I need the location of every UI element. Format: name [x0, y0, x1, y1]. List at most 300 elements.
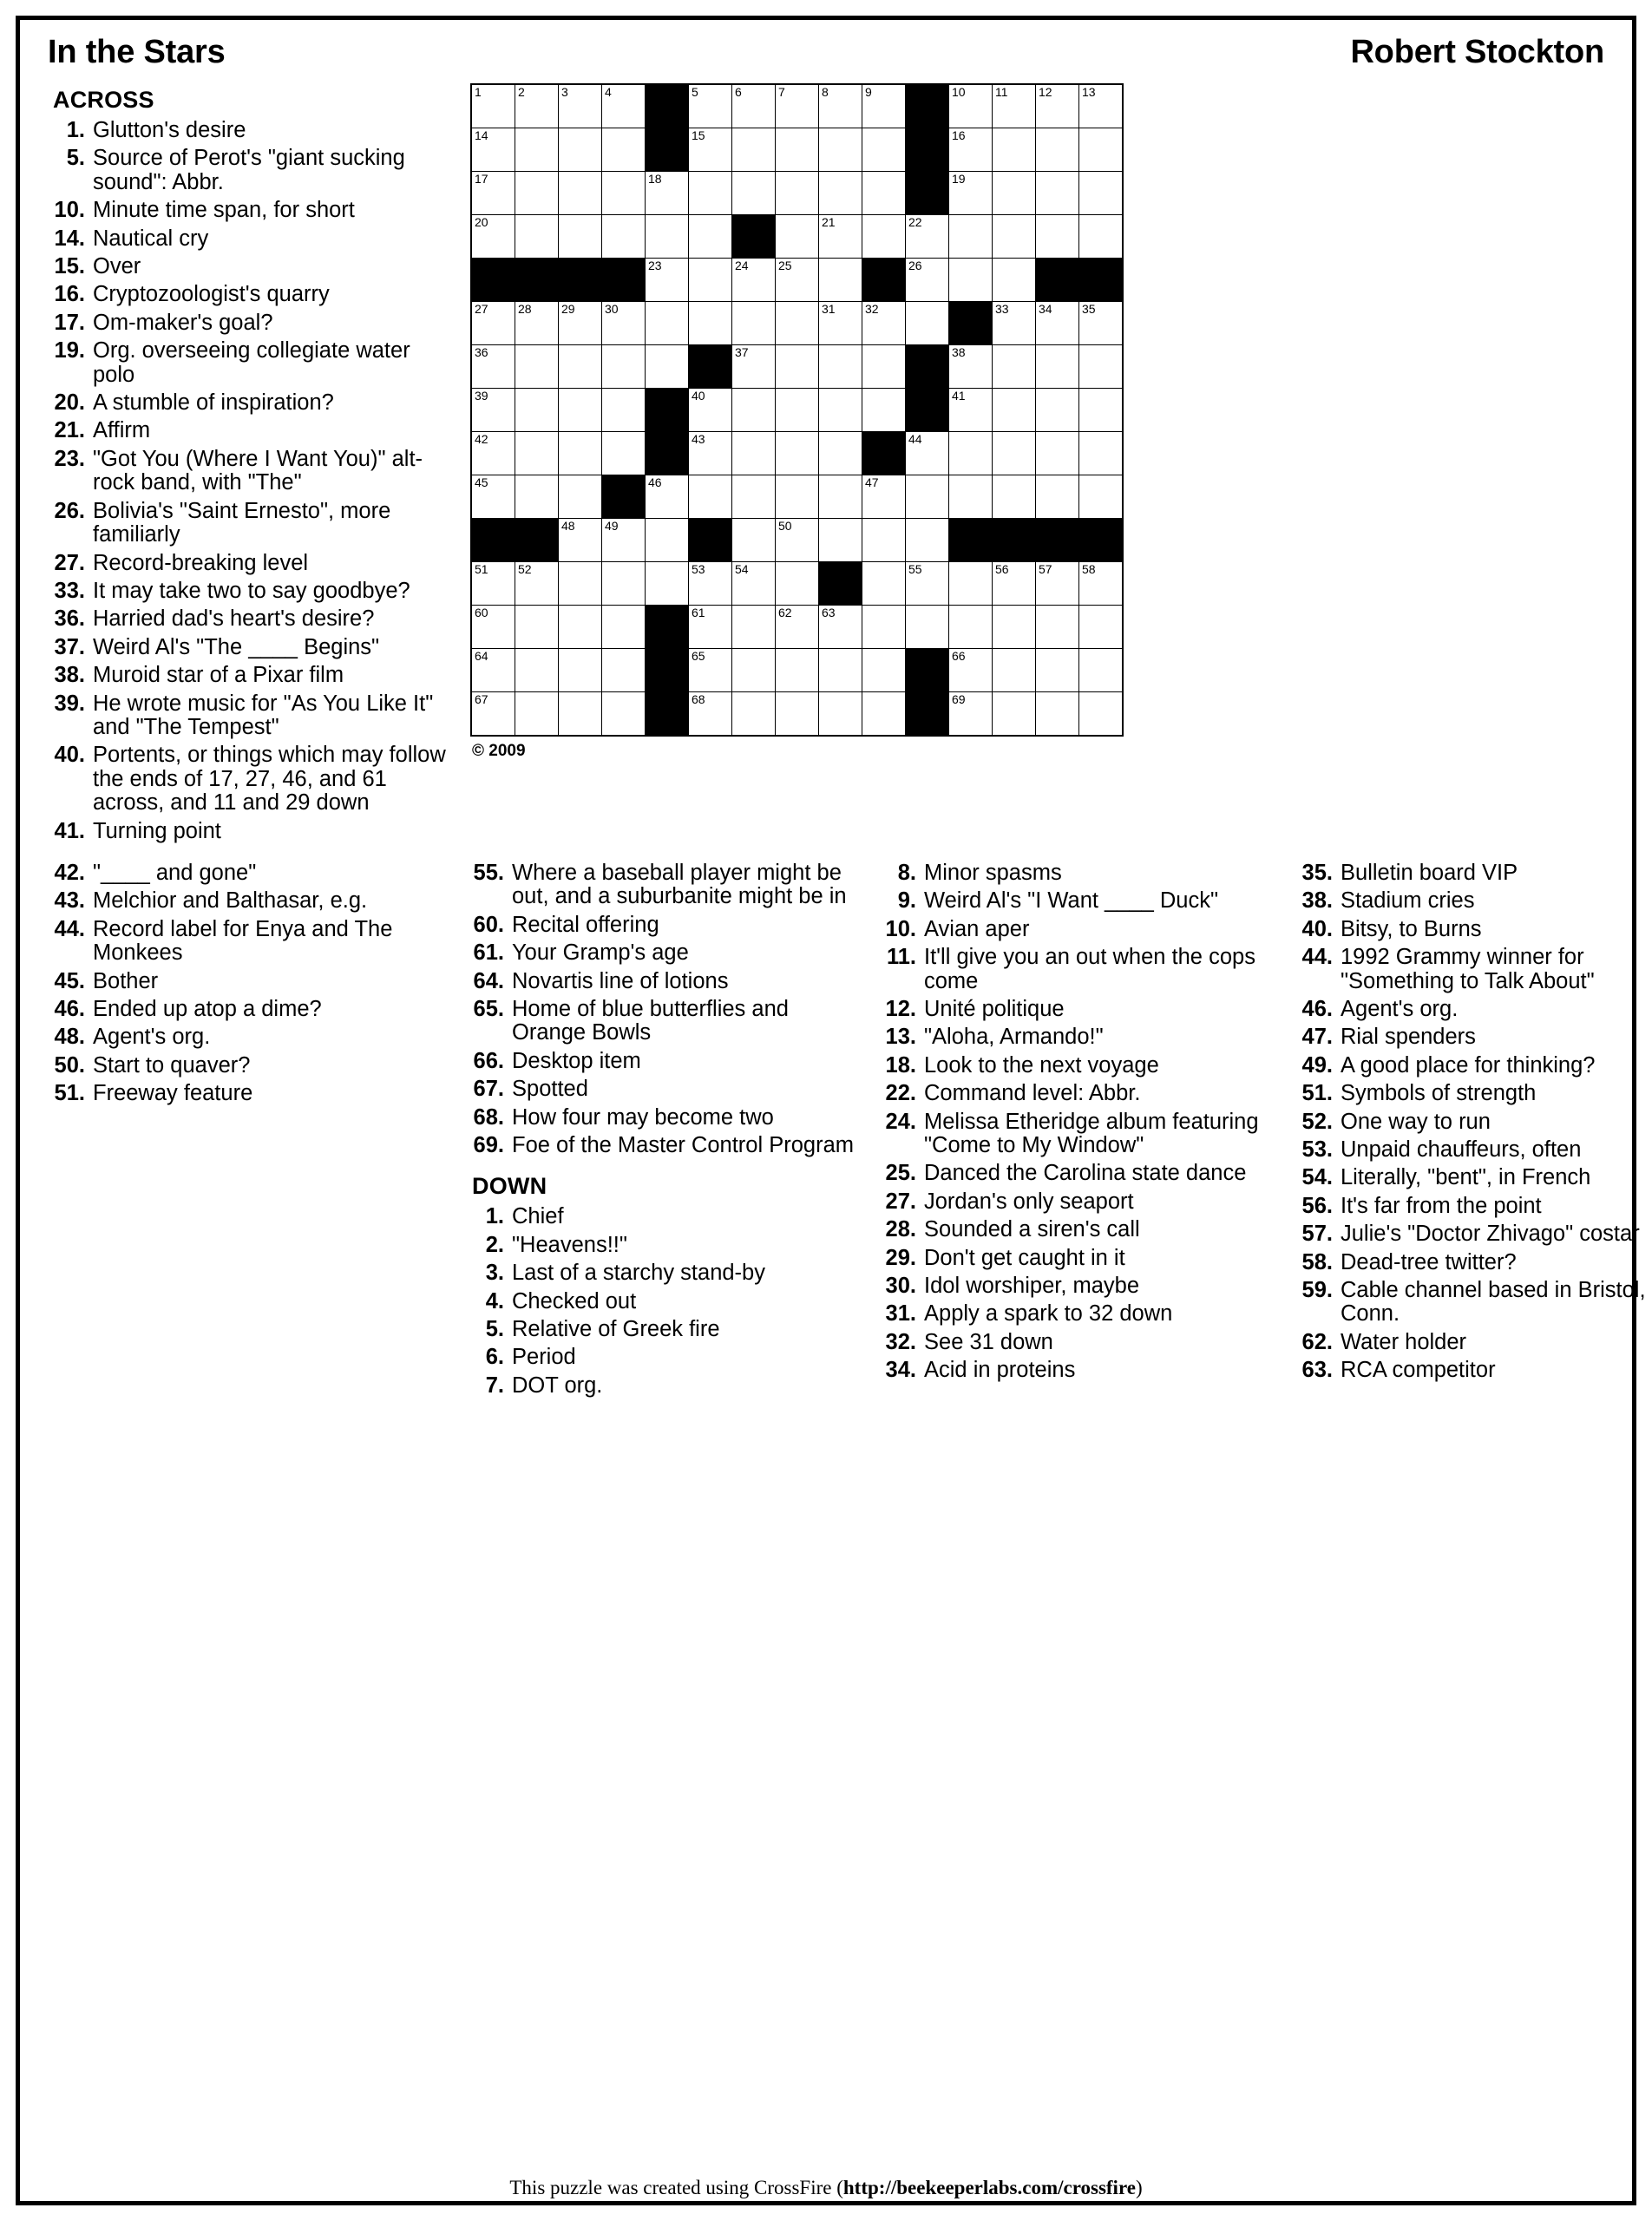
grid-row	[471, 692, 1123, 737]
grid-cell[interactable]	[471, 302, 515, 345]
grid-row	[471, 172, 1123, 215]
grid-cell[interactable]	[602, 649, 646, 692]
clue-item[interactable]	[1295, 1110, 1652, 1134]
clue-number: 60.	[473, 912, 504, 937]
grid-cell[interactable]	[906, 302, 949, 345]
grid-cell[interactable]	[559, 172, 602, 215]
clue-item[interactable]	[1295, 889, 1652, 913]
grid-cell[interactable]	[776, 128, 819, 172]
grid-cell[interactable]	[1036, 606, 1079, 649]
grid-cell-number: 24	[735, 259, 749, 272]
grid-cell[interactable]	[906, 606, 949, 649]
grid-cell-number: 56	[995, 562, 1009, 576]
grid-cell[interactable]	[646, 172, 689, 215]
clue-number: 35.	[1301, 860, 1333, 885]
grid-cell[interactable]	[862, 172, 906, 215]
grid-cell[interactable]	[776, 519, 819, 562]
clue-item[interactable]	[48, 448, 455, 495]
clue-item[interactable]	[48, 147, 455, 194]
grid-cell[interactable]	[993, 84, 1036, 128]
grid-cell[interactable]	[1079, 389, 1124, 432]
grid-cell[interactable]	[949, 345, 993, 389]
grid-cell[interactable]	[515, 475, 559, 519]
grid-cell[interactable]	[471, 649, 515, 692]
clue-item[interactable]	[879, 889, 1283, 913]
grid-cell[interactable]	[949, 259, 993, 302]
grid-cell[interactable]	[1079, 606, 1124, 649]
grid-cell[interactable]	[862, 692, 906, 737]
grid-cell[interactable]	[776, 215, 819, 259]
grid-cell[interactable]	[776, 345, 819, 389]
clue-item[interactable]	[879, 1082, 1283, 1105]
grid-cell[interactable]	[559, 519, 602, 562]
grid-cell[interactable]	[993, 649, 1036, 692]
clue-item[interactable]	[879, 918, 1283, 941]
grid-cell[interactable]	[819, 649, 862, 692]
clue-number: 46.	[54, 997, 85, 1021]
grid-cell[interactable]	[471, 692, 515, 737]
grid-cell[interactable]	[862, 606, 906, 649]
grid-cell[interactable]	[471, 562, 515, 606]
clue-item[interactable]	[879, 1302, 1283, 1326]
grid-cell[interactable]	[515, 562, 559, 606]
grid-cell[interactable]	[906, 475, 949, 519]
grid-cell[interactable]	[689, 649, 732, 692]
grid-cell[interactable]	[689, 692, 732, 737]
grid-cell[interactable]	[689, 432, 732, 475]
grid-cell[interactable]	[906, 432, 949, 475]
grid-cell[interactable]	[646, 302, 689, 345]
grid-cell[interactable]	[949, 649, 993, 692]
grid-cell-number: 43	[692, 432, 705, 446]
grid-row	[471, 259, 1123, 302]
grid-cell[interactable]	[819, 606, 862, 649]
grid-cell[interactable]	[862, 519, 906, 562]
grid-cell[interactable]	[732, 649, 776, 692]
grid-cell[interactable]	[732, 302, 776, 345]
clue-text: Nautical cry	[93, 226, 209, 251]
grid-cell[interactable]	[602, 692, 646, 737]
clue-item[interactable]	[1295, 1195, 1652, 1218]
grid-row	[471, 649, 1123, 692]
clue-item[interactable]	[1295, 998, 1652, 1021]
grid-cell[interactable]	[906, 562, 949, 606]
clue-item[interactable]	[1295, 1359, 1652, 1382]
clue-item[interactable]	[48, 1082, 455, 1105]
clue-item[interactable]	[48, 199, 455, 222]
grid-cell[interactable]	[1036, 389, 1079, 432]
clue-item[interactable]	[467, 862, 867, 909]
clue-item[interactable]	[48, 998, 455, 1021]
grid-cell[interactable]	[819, 389, 862, 432]
grid-cell[interactable]	[949, 606, 993, 649]
clue-text: Sounded a siren's call	[924, 1217, 1140, 1242]
clue-item[interactable]	[879, 1331, 1283, 1354]
grid-cell[interactable]	[602, 215, 646, 259]
grid-cell[interactable]	[559, 475, 602, 519]
grid-cell[interactable]	[515, 172, 559, 215]
grid-cell[interactable]	[993, 432, 1036, 475]
grid-cell[interactable]	[515, 128, 559, 172]
clue-item[interactable]	[467, 1234, 867, 1257]
clue-item[interactable]	[467, 941, 867, 965]
clue-item[interactable]	[467, 1134, 867, 1157]
clue-item[interactable]	[879, 946, 1283, 993]
clue-item[interactable]	[48, 339, 455, 387]
grid-cell[interactable]	[1079, 172, 1124, 215]
clue-item[interactable]	[48, 580, 455, 603]
grid-cell[interactable]	[515, 302, 559, 345]
grid-cell[interactable]	[646, 215, 689, 259]
grid-cell[interactable]	[949, 215, 993, 259]
grid-cell[interactable]	[602, 128, 646, 172]
clue-item[interactable]	[467, 1106, 867, 1130]
grid-cell[interactable]	[559, 84, 602, 128]
clue-text: Jordan's only seaport	[924, 1189, 1134, 1214]
grid-block-cell	[906, 649, 949, 692]
grid-cell[interactable]	[732, 562, 776, 606]
grid-cell[interactable]	[602, 432, 646, 475]
clue-item[interactable]	[1295, 1251, 1652, 1274]
grid-cell[interactable]	[862, 215, 906, 259]
grid-cell[interactable]	[949, 128, 993, 172]
grid-cell[interactable]	[819, 432, 862, 475]
grid-cell[interactable]	[862, 345, 906, 389]
clue-item[interactable]	[48, 1025, 455, 1049]
grid-cell[interactable]	[993, 692, 1036, 737]
grid-cell[interactable]	[732, 172, 776, 215]
clue-item[interactable]	[879, 1274, 1283, 1298]
grid-cell[interactable]	[602, 172, 646, 215]
grid-cell[interactable]	[515, 84, 559, 128]
clue-item[interactable]	[879, 1359, 1283, 1382]
grid-cell[interactable]	[993, 215, 1036, 259]
clue-item[interactable]	[879, 998, 1283, 1021]
grid-cell[interactable]	[559, 432, 602, 475]
grid-cell[interactable]	[515, 606, 559, 649]
clue-item[interactable]	[48, 255, 455, 278]
grid-cell[interactable]	[993, 345, 1036, 389]
grid-cell[interactable]	[732, 475, 776, 519]
grid-cell[interactable]	[689, 172, 732, 215]
grid-cell[interactable]	[776, 259, 819, 302]
clue-number: 67.	[473, 1077, 504, 1102]
grid-cell[interactable]	[559, 562, 602, 606]
clue-item[interactable]	[879, 1190, 1283, 1214]
grid-cell[interactable]	[559, 389, 602, 432]
grid-cell[interactable]	[602, 389, 646, 432]
clue-item[interactable]	[879, 1025, 1283, 1049]
grid-cell[interactable]	[1079, 302, 1124, 345]
clue-item[interactable]	[879, 1247, 1283, 1270]
clue-item[interactable]	[48, 664, 455, 687]
clue-item[interactable]	[48, 1054, 455, 1078]
grid-cell[interactable]	[471, 215, 515, 259]
crossword-grid[interactable]	[470, 83, 1124, 737]
grid-cell[interactable]	[602, 345, 646, 389]
clue-item[interactable]	[467, 1290, 867, 1314]
grid-cell[interactable]	[819, 692, 862, 737]
grid-cell[interactable]	[602, 606, 646, 649]
grid-cell[interactable]	[471, 475, 515, 519]
grid-cell[interactable]	[776, 475, 819, 519]
grid-cell[interactable]	[602, 562, 646, 606]
grid-cell[interactable]	[819, 84, 862, 128]
grid-cell[interactable]	[993, 389, 1036, 432]
grid-cell[interactable]	[819, 345, 862, 389]
grid-cell[interactable]	[732, 84, 776, 128]
grid-cell[interactable]	[776, 606, 819, 649]
grid-cell-number: 31	[822, 302, 836, 316]
grid-cell[interactable]	[732, 692, 776, 737]
grid-cell[interactable]	[1079, 692, 1124, 737]
grid-cell[interactable]	[689, 562, 732, 606]
clue-item[interactable]	[48, 607, 455, 631]
clue-item[interactable]	[48, 820, 455, 843]
grid-cell[interactable]	[559, 128, 602, 172]
clue-item[interactable]	[879, 1162, 1283, 1185]
grid-cell-number: 14	[475, 128, 488, 142]
grid-cell[interactable]	[862, 562, 906, 606]
clue-number: 27.	[885, 1189, 916, 1214]
clue-item[interactable]	[467, 914, 867, 937]
grid-cell[interactable]	[819, 302, 862, 345]
grid-cell[interactable]	[559, 649, 602, 692]
grid-cell[interactable]	[1079, 432, 1124, 475]
grid-cell[interactable]	[819, 259, 862, 302]
clue-item[interactable]	[48, 636, 455, 659]
clue-item[interactable]	[879, 1110, 1283, 1158]
grid-cell[interactable]	[559, 345, 602, 389]
grid-cell[interactable]	[471, 84, 515, 128]
clue-item[interactable]	[1295, 862, 1652, 885]
grid-cell[interactable]	[993, 128, 1036, 172]
grid-row	[471, 302, 1123, 345]
grid-cell[interactable]	[515, 692, 559, 737]
grid-cell[interactable]	[949, 432, 993, 475]
clue-item[interactable]	[48, 862, 455, 885]
clue-item[interactable]	[467, 1318, 867, 1341]
grid-cell[interactable]	[559, 302, 602, 345]
clue-item[interactable]	[48, 918, 455, 966]
grid-cell[interactable]	[689, 302, 732, 345]
clue-number: 24.	[885, 1109, 916, 1134]
grid-cell[interactable]	[515, 215, 559, 259]
grid-cell[interactable]	[776, 389, 819, 432]
footer-credit	[20, 2177, 1632, 2199]
grid-cell[interactable]	[1036, 345, 1079, 389]
grid-cell[interactable]	[646, 562, 689, 606]
clue-item[interactable]	[48, 552, 455, 575]
grid-cell[interactable]	[602, 84, 646, 128]
grid-cell[interactable]	[776, 432, 819, 475]
grid-cell[interactable]	[862, 649, 906, 692]
grid-cell[interactable]	[776, 172, 819, 215]
grid-cell[interactable]	[1079, 562, 1124, 606]
grid-cell[interactable]	[1036, 475, 1079, 519]
clue-column-d	[1283, 862, 1652, 1387]
clue-item[interactable]	[1295, 1222, 1652, 1246]
grid-cell[interactable]	[559, 606, 602, 649]
grid-cell[interactable]	[1079, 345, 1124, 389]
clue-item[interactable]	[879, 1218, 1283, 1242]
grid-cell[interactable]	[646, 259, 689, 302]
grid-cell[interactable]	[993, 172, 1036, 215]
grid-cell[interactable]	[1079, 215, 1124, 259]
grid-cell[interactable]	[776, 84, 819, 128]
grid-cell[interactable]	[819, 215, 862, 259]
grid-cell[interactable]	[471, 345, 515, 389]
grid-cell[interactable]	[993, 475, 1036, 519]
grid-cell[interactable]	[949, 475, 993, 519]
grid-cell[interactable]	[471, 606, 515, 649]
clue-item[interactable]	[1295, 1166, 1652, 1189]
clue-item[interactable]	[48, 889, 455, 913]
grid-cell[interactable]	[471, 389, 515, 432]
clue-item[interactable]	[1295, 1279, 1652, 1327]
clue-item[interactable]	[1295, 1082, 1652, 1105]
grid-cell[interactable]	[819, 519, 862, 562]
grid-cell[interactable]	[862, 128, 906, 172]
grid-cell[interactable]	[949, 562, 993, 606]
grid-cell[interactable]	[1079, 649, 1124, 692]
grid-cell[interactable]	[906, 519, 949, 562]
grid-cell[interactable]	[949, 389, 993, 432]
clue-item[interactable]	[879, 1054, 1283, 1078]
grid-cell[interactable]	[1079, 84, 1124, 128]
grid-cell[interactable]	[471, 172, 515, 215]
grid-cell[interactable]	[732, 519, 776, 562]
grid-cell[interactable]	[602, 519, 646, 562]
grid-cell[interactable]	[732, 606, 776, 649]
clue-item[interactable]	[1295, 946, 1652, 993]
grid-cell[interactable]	[1036, 692, 1079, 737]
clue-item[interactable]	[467, 970, 867, 993]
clue-text: Org. overseeing collegiate water polo	[93, 338, 410, 387]
grid-cell[interactable]	[1079, 128, 1124, 172]
grid-cell[interactable]	[949, 172, 993, 215]
grid-cell[interactable]	[1036, 649, 1079, 692]
grid-cell[interactable]	[559, 215, 602, 259]
clue-item[interactable]	[48, 119, 455, 142]
grid-cell[interactable]	[1036, 172, 1079, 215]
grid-cell[interactable]	[1036, 128, 1079, 172]
grid-cell[interactable]	[689, 389, 732, 432]
grid-cell[interactable]	[1036, 432, 1079, 475]
clue-item[interactable]	[467, 1078, 867, 1101]
clue-item[interactable]	[467, 1205, 867, 1228]
grid-cell[interactable]	[1036, 302, 1079, 345]
grid-block-cell	[646, 692, 689, 737]
clue-item[interactable]	[48, 744, 455, 815]
grid-cell[interactable]	[1036, 562, 1079, 606]
clue-text: It's far from the point	[1341, 1193, 1542, 1218]
clue-item[interactable]	[48, 311, 455, 335]
clue-item[interactable]	[467, 1050, 867, 1073]
clue-item[interactable]	[1295, 918, 1652, 941]
grid-cell[interactable]	[515, 432, 559, 475]
grid-cell[interactable]	[819, 475, 862, 519]
clue-text: A good place for thinking?	[1341, 1052, 1596, 1078]
grid-cell[interactable]	[1079, 475, 1124, 519]
clue-item[interactable]	[467, 998, 867, 1045]
grid-cell[interactable]	[689, 259, 732, 302]
clue-item[interactable]	[879, 862, 1283, 885]
grid-cell[interactable]	[819, 128, 862, 172]
clue-text: Danced the Carolina state dance	[924, 1161, 1247, 1186]
grid-cell[interactable]	[646, 345, 689, 389]
clue-item[interactable]	[1295, 1331, 1652, 1354]
clue-item[interactable]	[48, 283, 455, 306]
clue-item[interactable]	[467, 1374, 867, 1398]
grid-cell[interactable]	[602, 302, 646, 345]
footer-url[interactable]: http://beekeeperlabs.com/crossfire	[842, 2177, 1136, 2198]
grid-cell[interactable]	[646, 475, 689, 519]
grid-cell[interactable]	[993, 302, 1036, 345]
grid-cell[interactable]	[732, 432, 776, 475]
grid-cell[interactable]	[1036, 215, 1079, 259]
clue-item[interactable]	[467, 1346, 867, 1369]
grid-cell[interactable]	[906, 215, 949, 259]
grid-cell[interactable]	[646, 519, 689, 562]
grid-cell[interactable]	[471, 432, 515, 475]
grid-cell[interactable]	[689, 215, 732, 259]
grid-cell[interactable]	[689, 128, 732, 172]
grid-cell[interactable]	[949, 692, 993, 737]
grid-cell[interactable]	[689, 606, 732, 649]
grid-cell[interactable]	[776, 692, 819, 737]
clue-item[interactable]	[1295, 1025, 1652, 1049]
clue-item[interactable]	[48, 419, 455, 442]
grid-cell[interactable]	[689, 475, 732, 519]
grid-cell[interactable]	[862, 389, 906, 432]
grid-cell[interactable]	[471, 128, 515, 172]
clue-item[interactable]	[48, 391, 455, 415]
grid-cell[interactable]	[819, 172, 862, 215]
grid-cell[interactable]	[732, 389, 776, 432]
clue-item[interactable]	[48, 227, 455, 251]
grid-cell[interactable]	[559, 692, 602, 737]
grid-cell[interactable]	[862, 302, 906, 345]
clue-item[interactable]	[48, 500, 455, 547]
grid-cell[interactable]	[993, 562, 1036, 606]
clue-text: Your Gramp's age	[512, 940, 689, 966]
grid-cell[interactable]	[993, 606, 1036, 649]
grid-cell[interactable]	[862, 475, 906, 519]
grid-cell[interactable]	[1036, 84, 1079, 128]
grid-cell[interactable]	[993, 259, 1036, 302]
grid-cell[interactable]	[515, 389, 559, 432]
clue-item[interactable]	[1295, 1138, 1652, 1162]
grid-cell[interactable]	[732, 259, 776, 302]
clue-item[interactable]	[1295, 1054, 1652, 1078]
grid-cell[interactable]	[732, 345, 776, 389]
clue-item[interactable]	[48, 970, 455, 993]
grid-cell[interactable]	[689, 84, 732, 128]
grid-cell[interactable]	[732, 128, 776, 172]
grid-cell[interactable]	[862, 84, 906, 128]
clue-item[interactable]	[467, 1261, 867, 1285]
clue-item[interactable]	[48, 692, 455, 740]
clue-text: Agent's org.	[93, 1025, 211, 1050]
grid-cell[interactable]	[776, 649, 819, 692]
grid-cell[interactable]	[776, 302, 819, 345]
grid-cell[interactable]	[515, 345, 559, 389]
grid-cell[interactable]	[949, 84, 993, 128]
grid-cell[interactable]	[906, 259, 949, 302]
grid-cell[interactable]	[515, 649, 559, 692]
grid-cell[interactable]	[776, 562, 819, 606]
